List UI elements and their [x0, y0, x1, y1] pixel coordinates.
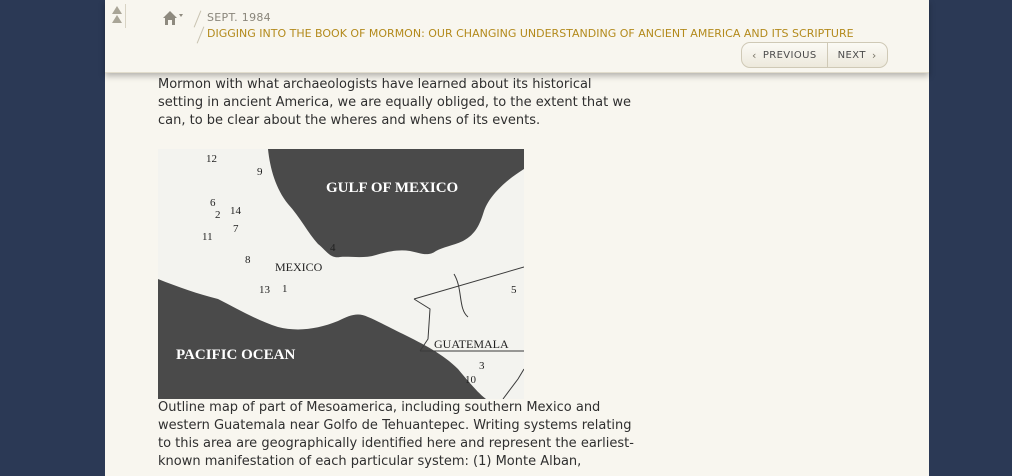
scroll-to-top-icon[interactable] [110, 6, 124, 28]
site-number: 4 [330, 242, 336, 254]
header-divider [125, 4, 126, 28]
site-number: 6 [210, 197, 216, 209]
mesoamerica-map [158, 149, 524, 399]
site-number: 2 [215, 209, 221, 221]
next-label: NEXT [837, 49, 866, 61]
site-number: 13 [259, 284, 270, 296]
map-drawing [158, 149, 524, 399]
article-header-bar [105, 0, 929, 73]
previous-label: PREVIOUS [762, 49, 817, 61]
gulf-label: GULF OF MEXICO [326, 180, 459, 196]
breadcrumb-separator [197, 26, 205, 43]
breadcrumb-date[interactable]: SEPT. 1984 [207, 11, 271, 24]
figure-caption: Outline map of part of Mesoamerica, including southern Mexico and western Guatemala near Golfo de Tehuantepec. Writing systems relating to this area are geographically identified here and represent the earliest-known manifestation of each particular system: (1) Monte Alban, [158, 400, 634, 469]
site-number: 1 [282, 283, 288, 295]
site-number: 7 [233, 223, 239, 235]
home-dropdown-icon[interactable] [161, 9, 185, 27]
pacific-label: PACIFIC OCEAN [176, 347, 296, 363]
guatemala-label: GUATEMALA [434, 337, 509, 351]
breadcrumb-separator [194, 10, 202, 27]
site-number: 8 [245, 254, 251, 266]
article-body [158, 58, 638, 471]
previous-button[interactable] [742, 43, 827, 67]
mexico-label: MEXICO [275, 260, 323, 274]
site-number: 9 [257, 166, 263, 178]
chevron-right-icon: › [871, 48, 877, 62]
breadcrumb-article-title[interactable]: DIGGING INTO THE BOOK OF MORMON: OUR CHANGING UNDERSTANDING OF ANCIENT AMERICA AND ITS SCRIPTURE [207, 27, 854, 40]
next-button[interactable] [827, 43, 887, 67]
site-number: 5 [511, 284, 517, 296]
site-number: 14 [230, 205, 241, 217]
site-number: 3 [479, 360, 485, 372]
article-paragraph: Mormon with what archaeologists have learned about its historical setting in ancient America, we are equally obliged, to the extent that we can, to be clear about the wheres and whens of its events. [158, 77, 631, 128]
chevron-left-icon: ‹ [752, 48, 757, 62]
site-number: 11 [202, 231, 213, 243]
article-pagination [741, 42, 888, 68]
site-number: 10 [465, 374, 476, 386]
site-number: 12 [206, 153, 217, 165]
